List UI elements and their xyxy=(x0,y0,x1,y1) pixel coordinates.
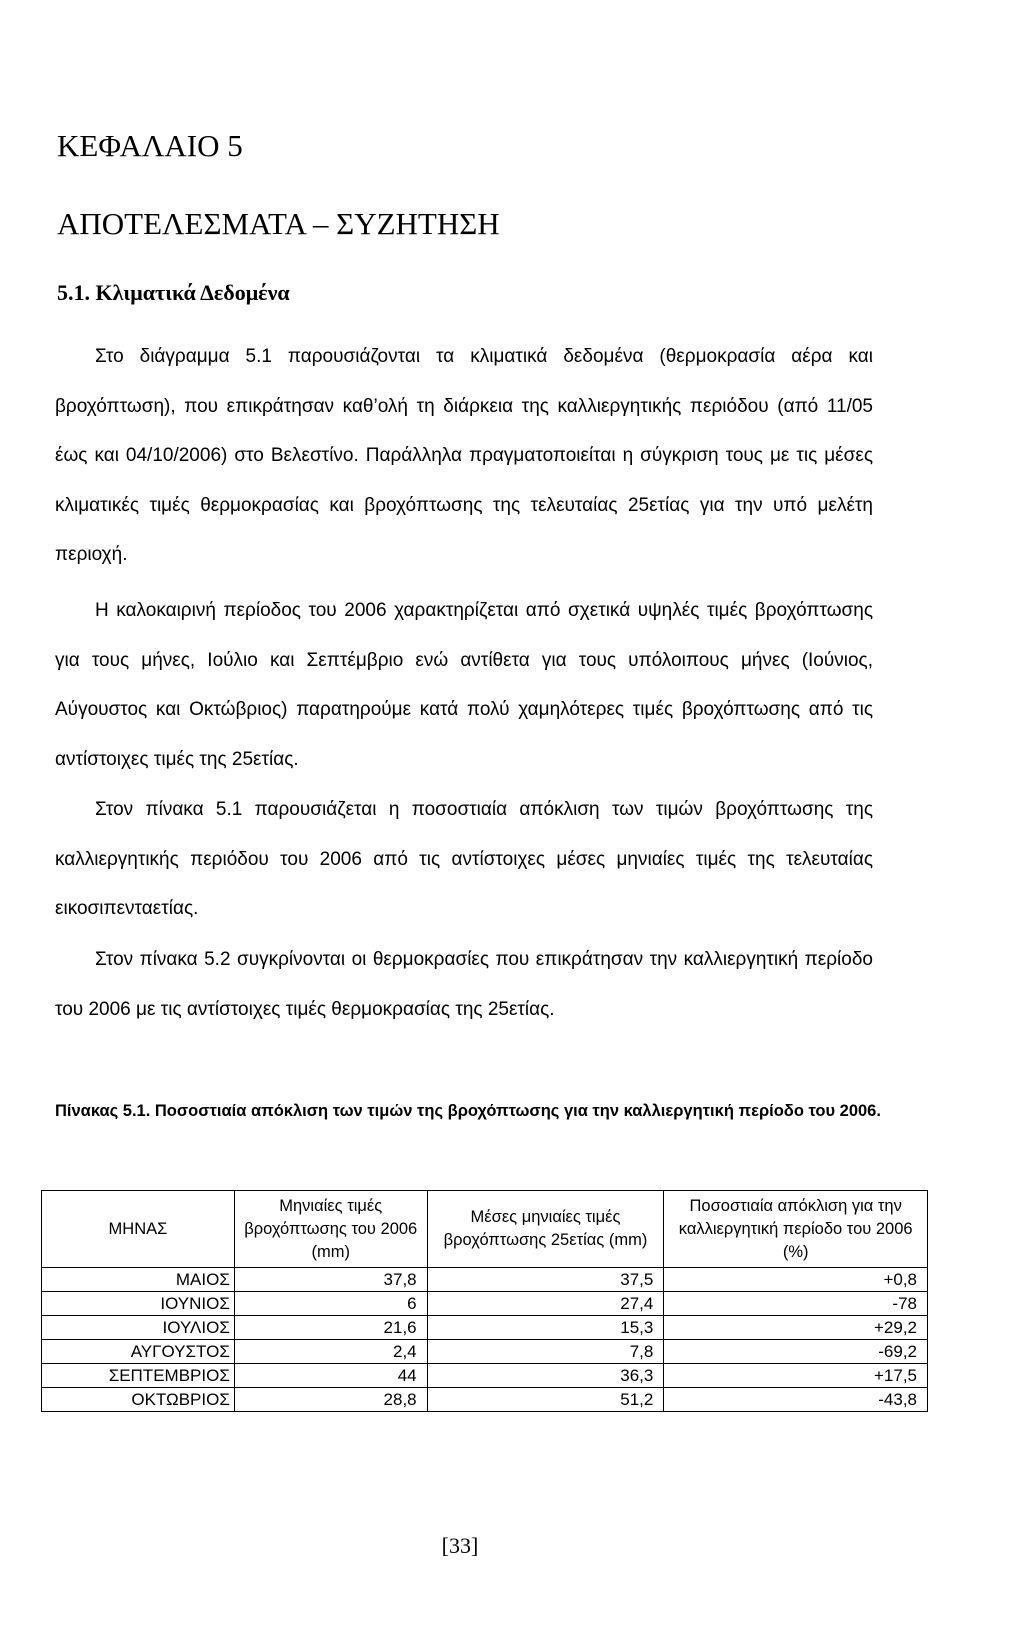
header-rain-2006: Μηνιαίες τιμές βροχόπτωσης του 2006 (mm) xyxy=(234,1191,427,1268)
table-row xyxy=(42,1292,928,1316)
paragraph-1 xyxy=(55,332,873,580)
cell-rain-25yr: 27,4 xyxy=(427,1292,664,1316)
header-deviation: Ποσοστιαία απόκλιση για την καλλιεργητική περίοδο του 2006 (%) xyxy=(664,1191,928,1268)
paragraph-1-text: Στο διάγραμμα 5.1 παρουσιάζονται τα κλιματικά δεδομένα (θερμοκρασία αέρα και βροχόπτωση), που επικράτησαν καθ’ολή τη διάρκεια της καλλιεργητικής περιόδου (από 11/05 έως και 04/10/2006) στο Βελεστίνο. Παράλληλα πραγματοποιείται η σύγκριση τους με τις μέσες κλιματικές τιμές θερμοκρασίας και βροχόπτωσης της τελευταίας 25ετίας για την υπό μελέτη περιοχή. xyxy=(55,346,873,565)
table-caption: Πίνακας 5.1. Ποσοστιαία απόκλιση των τιμών της βροχόπτωσης για την καλλιεργητική περίοδο του 2006. xyxy=(55,1102,881,1120)
cell-rain-25yr: 51,2 xyxy=(427,1388,664,1412)
header-month: ΜΗΝΑΣ xyxy=(42,1191,235,1268)
paragraph-4 xyxy=(55,935,873,1034)
chapter-heading: ΚΕΦΑΛΑΙΟ 5 xyxy=(57,128,243,163)
table-row xyxy=(42,1340,928,1364)
cell-rain-2006: 21,6 xyxy=(234,1316,427,1340)
cell-deviation: -78 xyxy=(664,1292,928,1316)
table-row xyxy=(42,1268,928,1292)
cell-month: ΜΑΙΟΣ xyxy=(42,1268,235,1292)
paragraph-3 xyxy=(55,785,873,934)
table-row xyxy=(42,1364,928,1388)
cell-month: ΑΥΓΟΥΣΤΟΣ xyxy=(42,1340,235,1364)
cell-month: ΟΚΤΩΒΡΙΟΣ xyxy=(42,1388,235,1412)
cell-deviation: -43,8 xyxy=(664,1388,928,1412)
cell-rain-2006: 28,8 xyxy=(234,1388,427,1412)
header-rain-25yr: Μέσες μηνιαίες τιμές βροχόπτωσης 25ετίας (mm) xyxy=(427,1191,664,1268)
paragraph-2 xyxy=(55,586,873,784)
cell-rain-25yr: 7,8 xyxy=(427,1340,664,1364)
paragraph-4-text: Στον πίνακα 5.2 συγκρίνονται οι θερμοκρασίες που επικράτησαν την καλλιεργητική περίοδο του 2006 με τις αντίστοιχες τιμές θερμοκρασίας της 25ετίας. xyxy=(55,949,873,1020)
cell-rain-2006: 37,8 xyxy=(234,1268,427,1292)
paragraph-2-text: Η καλοκαιρινή περίοδος του 2006 χαρακτηρίζεται από σχετικά υψηλές τιμές βροχόπτωσης για τους μήνες, Ιούλιο και Σεπτέμβριο ενώ αντίθετα για τους υπόλοιπους μήνες (Ιούνιος, Αύγουστος και Οκτώβριος) παρατηρούμε κατά πολύ χαμηλότερες τιμές βροχόπτωσης από τις αντίστοιχες τιμές της 25ετίας. xyxy=(55,600,873,770)
section-title: 5.1. Κλιματικά Δεδομένα xyxy=(57,280,290,305)
table-row xyxy=(42,1388,928,1412)
cell-rain-25yr: 36,3 xyxy=(427,1364,664,1388)
page-number: [33] xyxy=(441,1533,479,1558)
cell-rain-25yr: 37,5 xyxy=(427,1268,664,1292)
cell-deviation: -69,2 xyxy=(664,1340,928,1364)
cell-deviation: +29,2 xyxy=(664,1316,928,1340)
cell-month: ΙΟΥΛΙΟΣ xyxy=(42,1316,235,1340)
cell-deviation: +17,5 xyxy=(664,1364,928,1388)
cell-rain-2006: 2,4 xyxy=(234,1340,427,1364)
table-header-row xyxy=(42,1191,928,1268)
chapter-title: ΑΠΟΤΕΛΕΣΜΑΤΑ – ΣΥΖΗΤΗΣΗ xyxy=(57,206,500,241)
table-row xyxy=(42,1316,928,1340)
cell-month: ΙΟΥΝΙΟΣ xyxy=(42,1292,235,1316)
cell-rain-25yr: 15,3 xyxy=(427,1316,664,1340)
paragraph-3-text: Στον πίνακα 5.1 παρουσιάζεται η ποσοστιαία απόκλιση των τιμών βροχόπτωσης της καλλιεργητικής περιόδου του 2006 από τις αντίστοιχες μέσες μηνιαίες τιμές της τελευταίας εικοσιπενταετίας. xyxy=(55,799,873,919)
cell-rain-2006: 44 xyxy=(234,1364,427,1388)
cell-month: ΣΕΠΤΕΜΒΡΙΟΣ xyxy=(42,1364,235,1388)
cell-rain-2006: 6 xyxy=(234,1292,427,1316)
cell-deviation: +0,8 xyxy=(664,1268,928,1292)
rainfall-table xyxy=(41,1190,928,1412)
